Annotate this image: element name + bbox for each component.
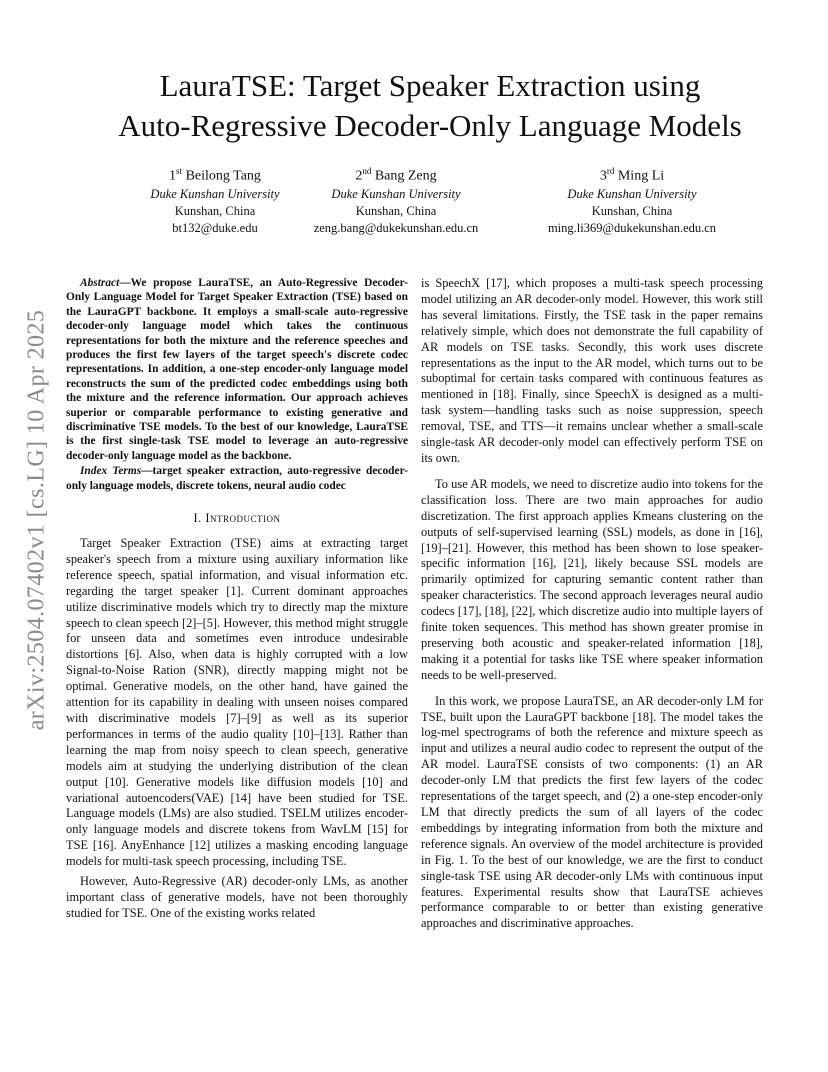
author-affiliation: Duke Kunshan University xyxy=(150,186,280,201)
author-email[interactable]: ming.li369@dukekunshan.edu.cn xyxy=(547,220,717,235)
index-terms-label: Index Terms xyxy=(80,465,142,478)
index-terms-text: —target speaker extraction, auto-regressive decoder-only language models, discrete tokens, neural audio codec xyxy=(66,465,409,492)
body-paragraph: However, Auto-Regressive (AR) decoder-only LMs, as another important class of generative models, have not been thoroughly studied for TSE. One of the existing works related xyxy=(66,874,408,920)
author-name: 1st Beilong Tang xyxy=(169,166,261,184)
abstract-label: Abstract xyxy=(80,277,120,289)
section-heading-introduction: I. Introduction xyxy=(193,511,281,526)
paper-title xyxy=(70,66,790,146)
author-affiliation: Duke Kunshan University xyxy=(331,186,461,201)
left-column xyxy=(66,276,408,922)
abstract xyxy=(66,276,408,463)
body-paragraph: Target Speaker Extraction (TSE) aims at extracting target speaker's speech from a mixture using auxiliary information like reference speech, spatial information, and visual information etc. regarding the target speaker [1]. Current dominant approaches utilize discriminative models which try to directly map the mixture speech to clean speech [2]–[5]. However, this method might struggle for unseen data and sometimes even introduce undesirable distortions [6]. Also, when data is highly corrupted with a low Signal-to-Noise Ration (SNR), directly mapping might not be optimal. Generative models, on the other hand, have gained the attention for its capability in dealing with unseen noises compared with discriminative models [7]–[9] as well as its superior performances in terms of the audio quality [10]–[13]. Rather than learning the map from noisy speech to clean speech, generative models aim at studying the underlying distribution of the clean output [10]. Generative models like diffusion models [10] and variational autoencoders(VAE) [14] have been studied for TSE. Language models (LMs) are also studied. TSELM utilizes encoder-only language models and discrete tokens from WavLM [15] for TSE [16]. AnyEnhance [12] utilizes a masking encoding language models for multi-task speech processing, including TSE. xyxy=(66,536,408,869)
author-location: Kunshan, China xyxy=(174,203,256,218)
paper-title-line-1: LauraTSE: Target Speaker Extraction using xyxy=(159,68,701,103)
author-name: 2nd Bang Zeng xyxy=(355,166,437,184)
author-location: Kunshan, China xyxy=(591,203,673,218)
body-paragraph: In this work, we propose LauraTSE, an AR decoder-only LM for TSE, built upon the LauraGPT backbone [18]. The model takes the log-mel spectrograms of both the reference and mixture speech as input and utilizes a neural audio codec to represent the output of the AR model. LauraTSE consists of two components: (1) an AR decoder-only LM that predicts the first few layers of the codec representations of the target speech, and (2) a one-step encoder-only LM that directly predicts the sum of all layers of the codec embeddings by integrating information from both the mixture and reference signals. An overview of the model architecture is provided in Fig. 1. To the best of our knowledge, we are the first to conduct single-task TSE using AR decoder-only LMs with continuous input features. Experimental results show that LauraTSE achieves performance comparable to or better than existing generative approaches and discriminative approaches. xyxy=(421,693,763,931)
author-email[interactable]: zeng.bang@dukekunshan.edu.cn xyxy=(313,220,479,235)
author-email[interactable]: bt132@duke.edu xyxy=(172,220,258,235)
author-block-2 xyxy=(276,162,516,237)
right-column xyxy=(421,276,763,932)
paper-title-line-2: Auto-Regressive Decoder-Only Language Models xyxy=(118,108,742,143)
index-terms xyxy=(66,464,408,493)
author-affiliation: Duke Kunshan University xyxy=(567,186,697,201)
author-location: Kunshan, China xyxy=(355,203,437,218)
arxiv-identifier-stamp[interactable]: arXiv:2504.07402v1 [cs.LG] 10 Apr 2025 xyxy=(23,309,50,731)
body-paragraph: is SpeechX [17], which proposes a multi-task speech processing model utilizing an AR decoder-only model. However, this work still has several limitations. Firstly, the TSE task in the paper remains relatively simple, which does not demonstrate the full capability of AR models on TSE tasks. Secondly, this work uses discrete representations as the input to the AR model, which turns out to be suboptimal for certain tasks compared with continuous features as mentioned in [18]. Finally, since SpeechX is designed as a multi-task system—handling tasks such as noise suppression, speech removal, TSE, and TTS—it remains unclear whether a small-scale single-task AR decoder-only model can effectively perform TSE on its own. xyxy=(421,276,763,465)
abstract-text: —We propose LauraTSE, an Auto-Regressive Decoder-Only Language Model for Target Speaker Extraction (TSE) based on the LauraGPT backbone. It employs a small-scale auto-regressive decoder-only language model which takes the continuous representations for both the mixture and the reference speeches and produces the first few layers of the target speech's discrete codec representations. In addition, a one-step encoder-only language model reconstructs the sum of the predicted codec embeddings using both the mixture and the reference information. Our approach achieves superior or comparable performance to existing generative and discriminative TSE models. To the best of our knowledge, LauraTSE is the first single-task TSE model to leverage an auto-regressive decoder-only language model as the backbone. xyxy=(66,277,408,462)
body-paragraph: To use AR models, we need to discretize audio into tokens for the classification loss. There are two main approaches for audio discretization. The first approach applies Kmeans clustering on the outputs of self-supervised learning (SSL) models, as done in [16], [19]–[21]. However, this method has been shown to lose speaker-specific information [16], [21], likely because SSL models are primarily optimized for capturing semantic content rather than speaker characteristics. The second approach leverages neural audio codecs [17], [18], [22], which discretize audio into multiple layers of finite token sequences. This method has shown greater promise in preserving both acoustic and speaker-related information [18], making it a potential for tasks like TSE where speaker information needs to be well-preserved. xyxy=(421,476,763,682)
author-name: 3rd Ming Li xyxy=(599,166,665,184)
author-block-3 xyxy=(512,162,752,237)
